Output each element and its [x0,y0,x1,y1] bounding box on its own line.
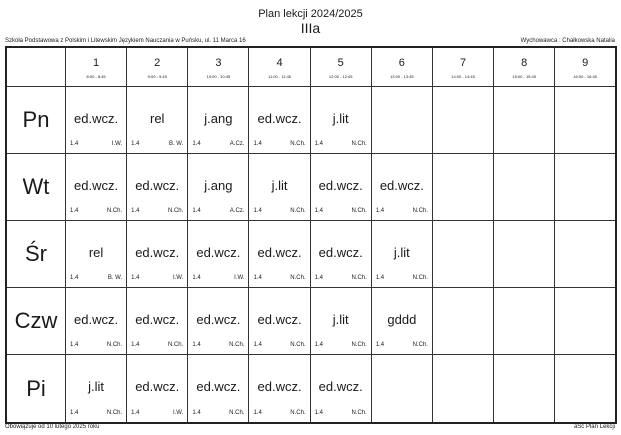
lesson-subject: j.lit [393,245,410,261]
day-label: Pi [6,355,66,423]
period-time: 16:00 - 16:45 [573,73,597,79]
lesson-subject: j.lit [332,312,349,328]
school-name: Szkoła Podstawowa z Polskim i Litewskim Językiem Nauczania w Puńsku, ul. 11 Marca 16 [5,38,246,44]
empty-cell [371,87,432,154]
empty-cell [494,288,555,355]
period-number: 6 [398,56,405,69]
empty-cell [432,154,493,221]
lesson-teacher: N.Ch. [412,275,428,282]
timetable-grid [5,46,617,424]
lesson-teacher: I.W. [234,275,245,282]
day-row [6,154,616,221]
lesson-cell [127,355,188,423]
period-header [310,47,371,87]
lesson-cell [310,87,371,154]
lesson-subject: ed.wcz. [257,312,302,328]
lesson-cell [66,288,127,355]
lesson-room: 1.4 [192,141,201,148]
lesson-teacher: N.Ch. [351,342,367,349]
lesson-subject: ed.wcz. [257,245,302,261]
lesson-cell [371,288,432,355]
lesson-cell [249,87,310,154]
day-row [6,221,616,288]
lesson-subject: j.lit [271,178,288,194]
lesson-cell [127,221,188,288]
period-header [371,47,432,87]
empty-cell [371,355,432,423]
lesson-cell [249,221,310,288]
lesson-subject: ed.wcz. [257,111,302,126]
lesson-subject: j.lit [88,379,105,395]
generator-credit: aSc Plan Lekcji [573,424,615,430]
lesson-teacher: I.W. [172,410,184,416]
empty-cell [432,288,493,355]
lesson-room: 1.4 [131,342,140,349]
lesson-room: 1.4 [253,410,262,416]
lesson-subject: j.ang [204,111,233,126]
lesson-teacher: N.Ch. [290,275,306,282]
lesson-cell [127,154,188,221]
period-time: 15:00 - 15:45 [512,73,536,79]
empty-cell [555,154,616,221]
corner-cell [6,47,66,87]
lesson-subject: ed.wcz. [196,245,241,261]
empty-cell [432,87,493,154]
empty-cell [494,221,555,288]
lesson-cell [188,154,249,221]
lesson-teacher: N.Ch. [290,141,306,148]
day-label: Wt [6,154,66,221]
period-time: 13:00 - 13:45 [390,73,414,79]
lesson-subject: j.ang [204,178,233,194]
lesson-cell [188,355,249,423]
lesson-subject: ed.wcz. [196,312,241,328]
lesson-room: 1.4 [192,410,201,416]
lesson-cell [127,288,188,355]
lesson-subject: ed.wcz. [135,245,180,261]
lesson-room: 1.4 [253,141,262,148]
empty-cell [494,154,555,221]
period-number: 8 [521,56,528,69]
period-header [555,47,616,87]
period-number: 2 [154,56,161,69]
lesson-teacher: N.Ch. [106,342,123,349]
period-number: 3 [215,56,222,69]
lesson-teacher: N.Ch. [351,141,367,148]
lesson-room: 1.4 [314,342,323,349]
lesson-room: 1.4 [192,342,201,349]
period-number: 9 [582,56,589,69]
day-row [6,355,616,423]
lesson-teacher: N.Ch. [229,342,245,349]
lesson-teacher: B. W. [168,141,184,148]
lesson-room: 1.4 [314,275,323,282]
class-name: IIIa [300,20,321,36]
lesson-cell [310,221,371,288]
lesson-room: 1.4 [253,208,262,215]
lesson-room: 1.4 [131,410,140,416]
lesson-cell [188,288,249,355]
page-title: Plan lekcji 2024/2025 [258,8,363,20]
lesson-subject: ed.wcz. [135,312,180,328]
empty-cell [555,355,616,423]
empty-cell [432,355,493,423]
lesson-cell [310,154,371,221]
lesson-room: 1.4 [192,208,201,215]
lesson-teacher: N.Ch. [167,208,184,215]
empty-cell [494,355,555,423]
lesson-subject: ed.wcz. [257,379,302,395]
lesson-teacher: N.Ch. [351,275,367,282]
lesson-room: 1.4 [314,141,323,148]
lesson-room: 1.4 [375,208,385,215]
lesson-subject: gddd [387,312,417,328]
day-label: Czw [6,288,66,355]
lesson-teacher: N.Ch. [106,410,123,416]
period-time: 10:00 - 10:45 [206,73,231,79]
lesson-cell [66,87,127,154]
lesson-subject: ed.wcz. [318,379,363,395]
lesson-cell [66,355,127,423]
lesson-teacher: N.Ch. [290,208,306,215]
lesson-cell [249,355,310,423]
lesson-room: 1.4 [131,141,140,148]
period-header [432,47,493,87]
empty-cell [555,221,616,288]
lesson-cell [66,221,127,288]
lesson-cell [371,221,432,288]
day-row [6,288,616,355]
period-header [249,47,310,87]
period-number: 1 [93,56,100,69]
lesson-subject: ed.wcz. [135,178,180,194]
lesson-cell [127,87,188,154]
lesson-subject: ed.wcz. [74,111,119,126]
lesson-cell [249,154,310,221]
lesson-teacher: I.W. [111,141,123,148]
day-label: Pn [6,87,66,154]
lesson-subject: ed.wcz. [318,245,363,261]
lesson-cell [310,288,371,355]
period-time: 11:00 - 11:45 [268,73,292,79]
period-header [188,47,249,87]
lesson-room: 1.4 [314,410,323,416]
lesson-cell [66,154,127,221]
lesson-room: 1.4 [375,342,385,349]
lesson-room: 1.4 [131,208,140,215]
lesson-teacher: N.Ch. [229,410,245,416]
period-time: 12:00 - 12:45 [328,73,353,79]
empty-cell [555,288,616,355]
lesson-room: 1.4 [314,208,323,215]
lesson-room: 1.4 [253,342,262,349]
lesson-subject: ed.wcz. [196,379,241,395]
lesson-subject: ed.wcz. [74,312,119,328]
lesson-teacher: B. W. [107,275,123,282]
period-header [66,47,127,87]
lesson-teacher: N.Ch. [351,410,367,416]
lesson-room: 1.4 [70,208,79,215]
lesson-subject: ed.wcz. [135,379,180,395]
period-number: 7 [459,56,467,69]
lesson-cell [371,154,432,221]
lesson-room: 1.4 [70,275,79,282]
lesson-teacher: N.Ch. [351,208,367,215]
lesson-subject: ed.wcz. [379,178,424,194]
period-number: 5 [337,56,344,69]
lesson-room: 1.4 [253,275,262,282]
lesson-teacher: I.W. [172,275,184,282]
day-row [6,87,616,154]
lesson-teacher: N.Ch. [106,208,123,215]
lesson-room: 1.4 [192,275,201,282]
class-teacher: Wychowawca : Chałkowska Natalia [520,38,615,44]
day-label: Śr [6,221,66,288]
lesson-cell [188,87,249,154]
lesson-room: 1.4 [70,141,79,148]
empty-cell [555,87,616,154]
period-time: 14:00 - 14:45 [451,73,475,79]
lesson-room: 1.4 [70,410,79,416]
empty-cell [432,221,493,288]
lesson-room: 1.4 [70,342,79,349]
period-number: 4 [276,56,283,69]
lesson-subject: rel [88,245,104,261]
period-header [127,47,188,87]
lesson-room: 1.4 [131,275,140,282]
empty-cell [494,87,555,154]
lesson-teacher: N.Ch. [290,410,306,416]
lesson-subject: rel [150,111,165,126]
lesson-teacher: N.Ch. [167,342,184,349]
lesson-teacher: A.Cz. [229,208,245,215]
lesson-cell [310,355,371,423]
lesson-teacher: N.Ch. [412,342,428,349]
lesson-teacher: A.Cz. [229,141,245,148]
lesson-cell [249,288,310,355]
period-header [494,47,555,87]
lesson-room: 1.4 [375,275,385,282]
lesson-teacher: N.Ch. [412,208,428,215]
lesson-teacher: N.Ch. [290,342,306,349]
period-time: 9:00 - 9:45 [147,73,167,79]
lesson-subject: j.lit [332,111,349,126]
lesson-subject: ed.wcz. [74,178,119,194]
valid-from-note: Obowiązuje od 10 lutego 2025 roku [5,424,100,430]
lesson-subject: ed.wcz. [318,178,363,194]
lesson-cell [188,221,249,288]
period-time: 8:00 - 8:45 [86,73,106,79]
period-header-row [6,47,616,87]
